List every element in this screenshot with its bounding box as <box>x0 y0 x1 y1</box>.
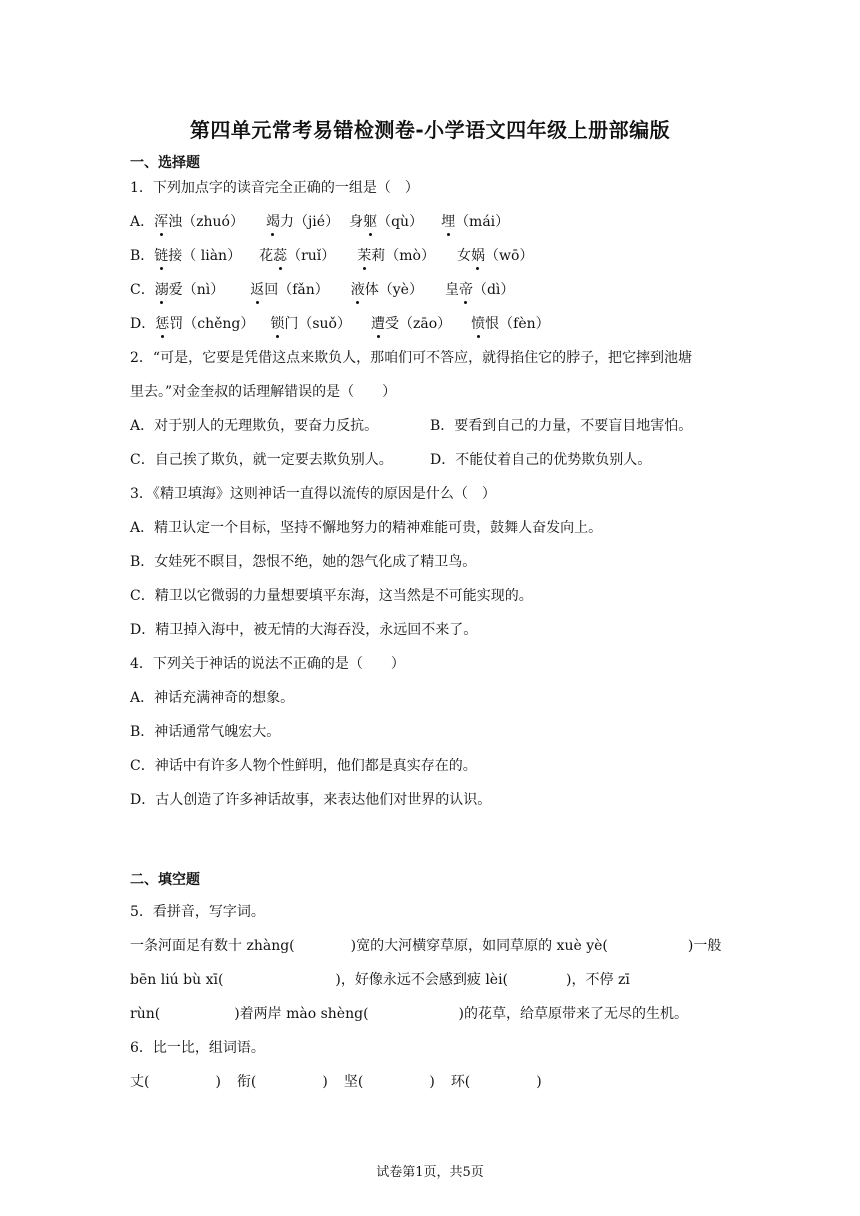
question-5-line-3: rùn( )着两岸 mào shèng( )的花草，给草原带来了无尽的生机。 <box>130 1006 688 1022</box>
section-heading-fill: 二、填空题 <box>130 872 200 888</box>
question-5-line-1: 一条河面足有数十 zhàng( )宽的大河横穿草原，如同草原的 xuè yè( )一般 <box>130 938 722 954</box>
question-6-items: 丈( ) 衔( ) 坚( ) 环( ) <box>130 1074 542 1090</box>
question-1-stem: 1．下列加点字的读音完全正确的一组是（ ） <box>130 180 419 196</box>
question-4-option-d: D．古人创造了许多神话故事，来表达他们对世界的认识。 <box>130 792 492 808</box>
question-1-option-d: D．惩罚（chěng） 锁门（suǒ） 遭受（zāo） 愤恨（fèn） <box>130 316 550 332</box>
question-2-option-a: A．对于别人的无理欺负，要奋力反抗。 <box>130 418 379 434</box>
question-1-option-a: A．浑浊（zhuó） 竭力（jié） 身躯（qù） 埋（mái） <box>130 214 510 230</box>
question-6-stem: 6．比一比，组词语。 <box>130 1040 265 1056</box>
question-2-option-d: D．不能仗着自己的优势欺负别人。 <box>430 452 652 468</box>
question-3-option-b: B．女娃死不瞑目，怨恨不绝，她的怨气化成了精卫鸟。 <box>130 554 477 570</box>
question-5-stem: 5．看拼音，写字词。 <box>130 904 265 920</box>
question-2-options-row1 <box>130 416 693 436</box>
question-1-option-b: B．链接（ liàn） 花蕊（ruǐ） 茉莉（mò） 女娲（wō） <box>130 248 534 264</box>
question-2-stem-line2: 里去。”对金奎叔的话理解错误的是（ ） <box>130 384 397 400</box>
question-4-option-a: A．神话充满神奇的想象。 <box>130 690 295 706</box>
question-1-option-c: C．溺爱（nì） 返回（fǎn） 液体（yè） 皇帝（dì） <box>130 282 515 298</box>
question-3-stem: 3．《精卫填海》这则神话一直得以流传的原因是什么（ ） <box>130 486 496 502</box>
question-5-line-2: bēn liú bù xī( )，好像永远不会感到疲 lèi( )，不停 zī <box>130 972 630 988</box>
question-4-option-c: C．神话中有许多人物个性鲜明，他们都是真实存在的。 <box>130 758 477 774</box>
question-2-option-b: B．要看到自己的力量，不要盲目地害怕。 <box>430 418 693 434</box>
question-3-option-a: A．精卫认定一个目标，坚持不懈地努力的精神难能可贵，鼓舞人奋发向上。 <box>130 520 603 536</box>
page-footer: 试卷第1页，共5页 <box>376 1165 484 1180</box>
question-4-option-b: B．神话通常气魄宏大。 <box>130 724 281 740</box>
question-3-option-d: D．精卫掉入海中，被无情的大海吞没，永远回不来了。 <box>130 622 478 638</box>
question-2-stem-line1: 2．“可是，它要是凭借这点来欺负人，那咱们可不答应，就得掐住它的脖子，把它摔到池塘 <box>130 350 693 366</box>
question-4-stem: 4．下列关于神话的说法不正确的是（ ） <box>130 656 405 672</box>
question-2-option-c: C．自己挨了欺负，就一定要去欺负别人。 <box>130 452 393 468</box>
question-3-option-c: C．精卫以它微弱的力量想要填平东海，这当然是不可能实现的。 <box>130 588 533 604</box>
section-heading-choice: 一、选择题 <box>130 155 200 171</box>
page-title: 第四单元常考易错检测卷-小学语文四年级上册部编版 <box>189 118 671 142</box>
question-2-options-row2 <box>130 450 652 470</box>
